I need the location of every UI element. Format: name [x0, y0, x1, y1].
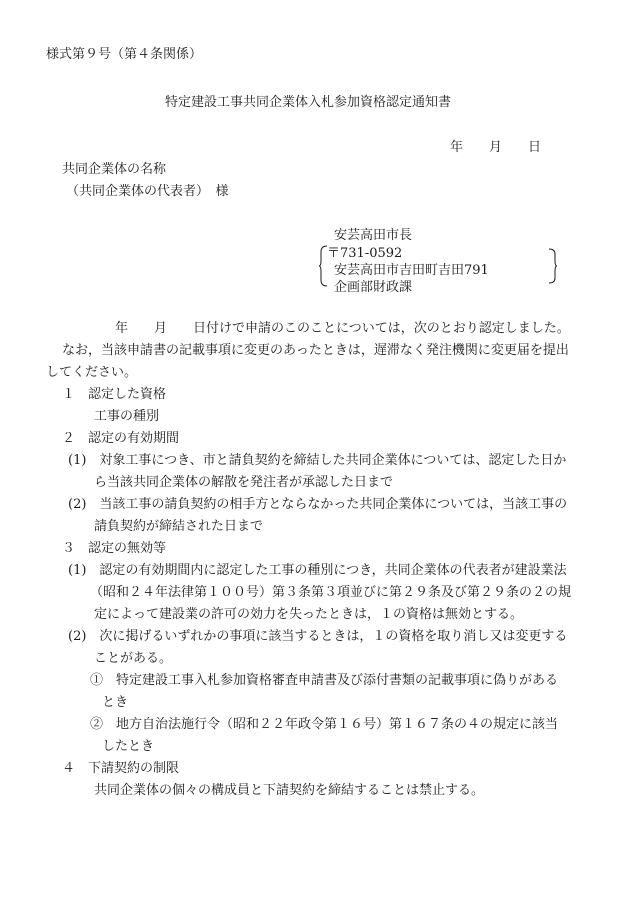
recipient-name: 共同企業体の名称: [62, 162, 167, 177]
body-paragraph-1: 年 月 日付けで申請のこのことについては，次のとおり認定しました。: [115, 321, 570, 336]
section-4-heading: ４ 下請契約の制限: [62, 761, 180, 776]
body-paragraph-2-line-1: なお，当該申請書の記載事項に変更のあったときは，遅滞なく発注機関に変更届を提出: [62, 343, 569, 358]
section-3-subitem-1-line-2: とき: [102, 695, 129, 710]
section-2-heading: ２ 認定の有効期間: [62, 431, 180, 446]
section-3-item-2-line-2: ことがある。: [94, 651, 173, 666]
section-3-subitem-2-line-1: ② 地方自治法施行令（昭和２２年政令第１６号）第１６７条の４の規定に該当: [90, 717, 559, 732]
right-brace: [548, 248, 558, 284]
recipient-representative: （共同企業体の代表者） 様: [66, 184, 229, 199]
section-3-subitem-2-line-2: したとき: [102, 739, 155, 754]
section-2-item-1-line-2: ら当該共同企業体の解散を発注者が承認した日まで: [94, 475, 394, 490]
section-3-subitem-1-line-1: ① 特定建設工事入札参加資格審査申請書及び添付書類の記載事項に偽りがある: [90, 673, 559, 688]
section-2-item-1-line-1: (1) 対象工事につき、市と請負契約を締結した共同企業体については、認定した日か: [68, 453, 567, 468]
body-paragraph-2-line-2: してください。: [46, 365, 138, 380]
section-1-heading: １ 認定した資格: [62, 387, 167, 402]
form-label: 様式第９号（第４条関係）: [46, 47, 203, 62]
document-title: 特定建設工事共同企業体入札参加資格認定通知書: [165, 95, 452, 110]
issuer-address: 安芸高田市吉田町吉田791: [334, 263, 489, 278]
date-line: 年 月 日: [450, 140, 542, 155]
section-2-item-2-line-2: 請負契約が締結された日まで: [94, 519, 264, 534]
section-2-item-2-line-1: (2) 当該工事の請負契約の相手方とならなかった共同企業体については，当該工事の: [68, 497, 568, 512]
section-3-item-1-line-1: (1) 認定の有効期間内に認定した工事の種別につき，共同企業体の代表者が建設業法: [68, 563, 567, 578]
section-3-item-1-line-3: 定によって建設業の許可の効力を失ったときは，１の資格は無効とする。: [94, 607, 524, 622]
issuer-postal: 〒731-0592: [327, 246, 403, 261]
section-1-item: 工事の種別: [94, 409, 160, 424]
issuer-department: 企画部財政課: [334, 280, 413, 295]
section-4-item: 共同企業体の個々の構成員と下請契約を締結することは禁止する。: [94, 783, 485, 798]
section-3-heading: ３ 認定の無効等: [62, 541, 167, 556]
section-3-item-2-line-1: (2) 次に掲げるいずれかの事項に該当するときは，１の資格を取り消し又は変更する: [68, 629, 568, 644]
issuer-title: 安芸高田市長: [334, 228, 413, 243]
section-3-item-1-line-2: （昭和２４年法律第１００号）第３条第３項並びに第２９条及び第２９条の２の規: [90, 585, 572, 600]
